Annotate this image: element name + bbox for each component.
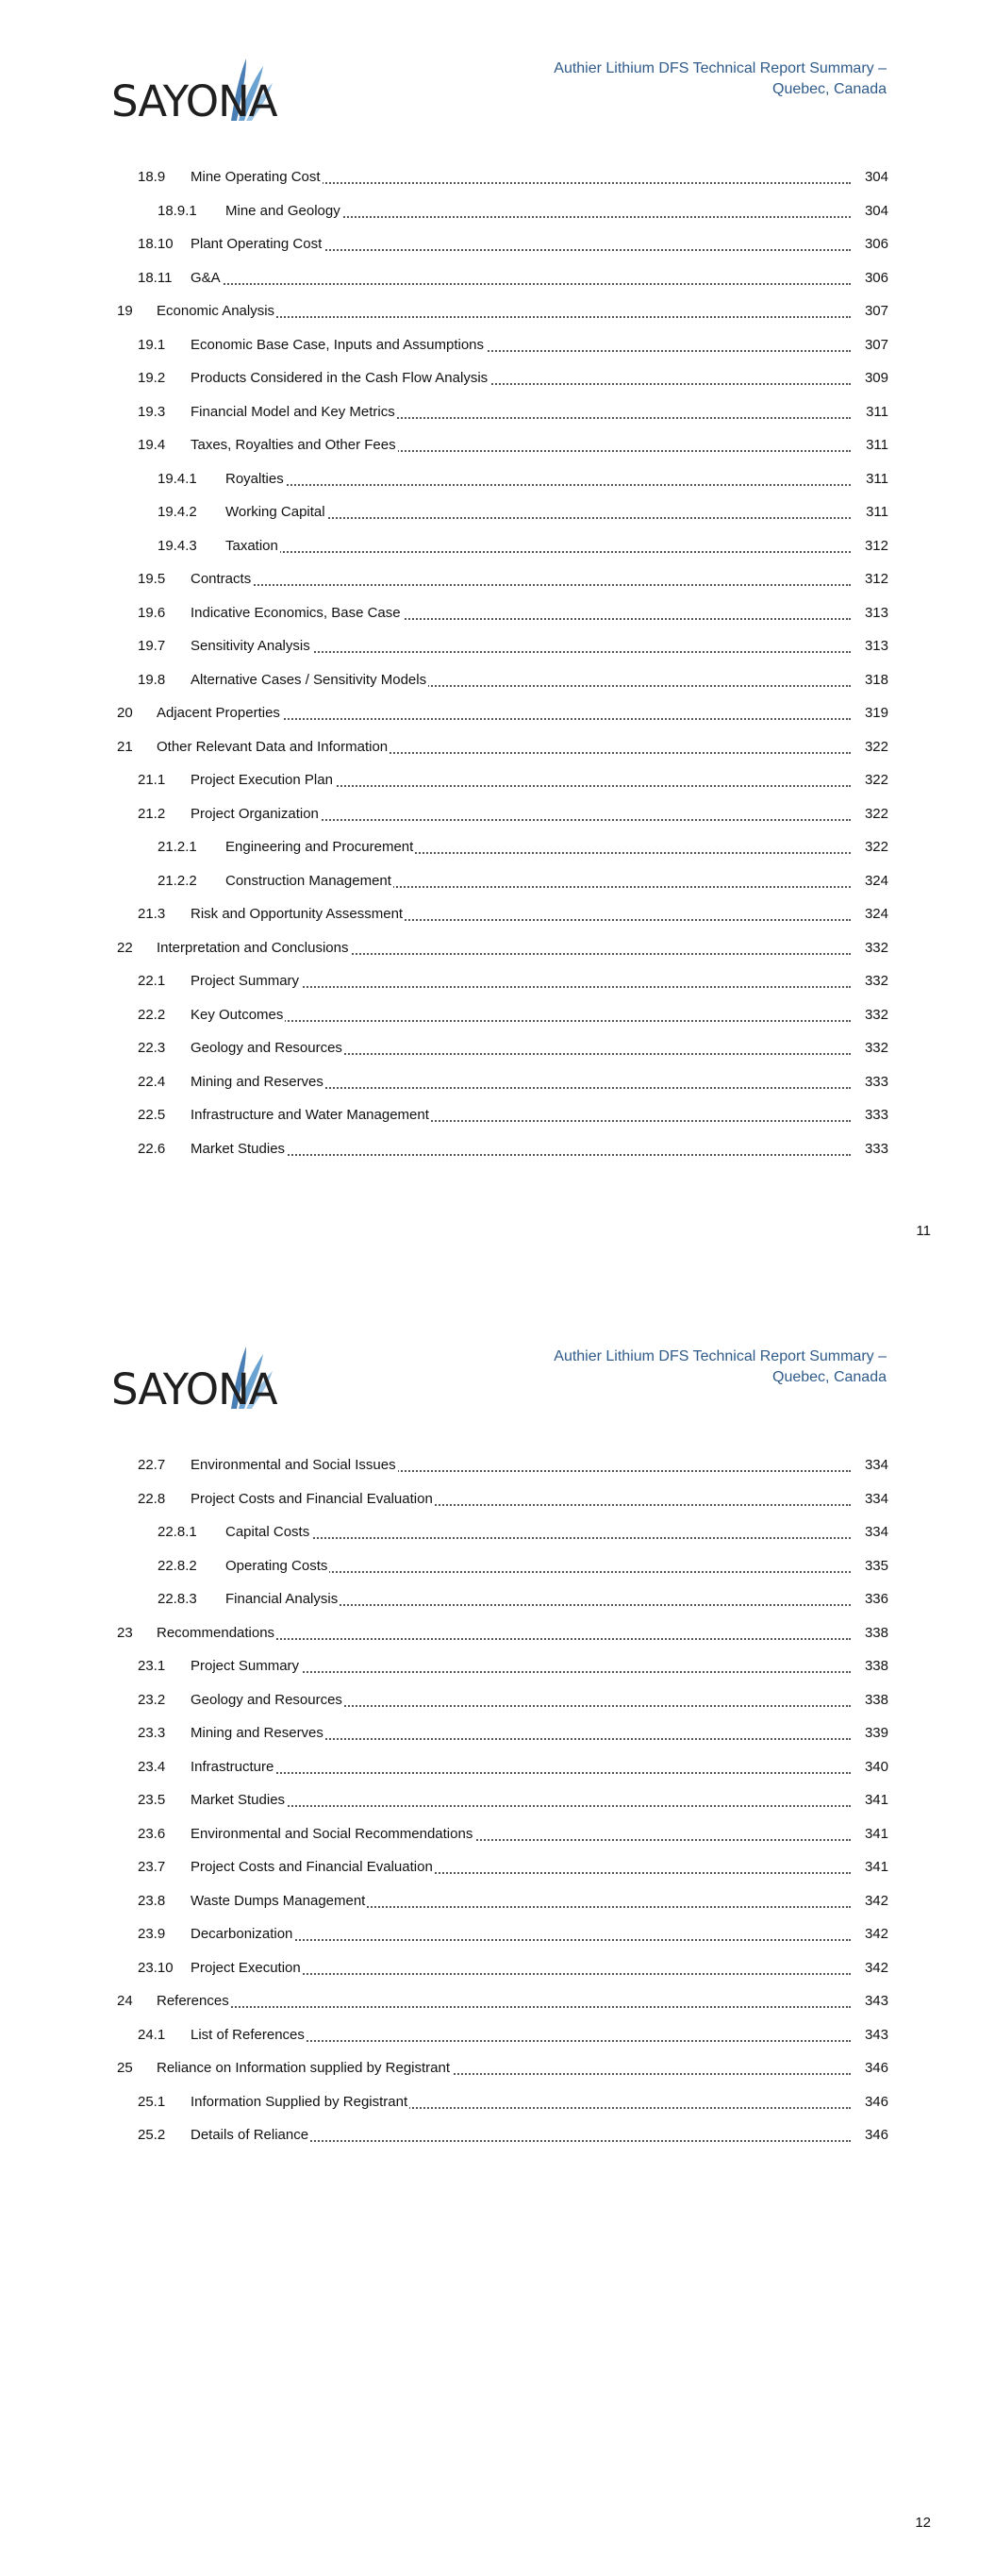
toc-entry[interactable] [117,998,888,1032]
toc-entry-number: 21.2.2 [158,872,197,889]
toc-entry-title: Market Studies [191,1140,286,1157]
toc-entry-title: Working Capital [225,504,325,520]
toc-entry-title: References [157,1993,229,2009]
toc-entry-title: Recommendations [157,1624,275,1641]
toc-entry-number: 18.9 [138,169,166,185]
toc-entry-title: Alternative Cases / Sensitivity Models [191,671,427,688]
toc-entry-title: Infrastructure [191,1758,274,1775]
toc-entry-title-leader [191,261,851,295]
toc-entry-title-leader [191,797,851,831]
toc-entry-title: Interpretation and Conclusions [157,939,349,956]
toc-entry-number: 19.7 [138,638,166,654]
toc-entry-page: 312 [864,537,888,554]
toc-entry[interactable] [117,2051,888,2085]
toc-entry-number: 19.4.1 [158,470,197,487]
toc-entry-title-leader [225,1582,851,1616]
toc-entry-page: 341 [864,1859,888,1875]
toc-entry-title: Engineering and Procurement [225,839,414,855]
toc-entry-title-leader [225,529,851,563]
toc-entry-number: 22.4 [138,1073,166,1090]
toc-entry-number: 22.7 [138,1457,166,1473]
toc-entry-title: Project Costs and Financial Evaluation [191,1490,433,1507]
sayona-logo [111,55,277,126]
toc-entry-number: 18.11 [138,269,173,286]
toc-entry-title-leader [191,1917,851,1951]
toc-entry-title: Risk and Opportunity Assessment [191,906,404,922]
toc-entry-page: 322 [864,839,888,855]
toc-entry-page: 338 [864,1691,888,1708]
toc-entry-title-leader [225,462,851,496]
toc-entry[interactable] [117,1448,888,1482]
toc-entry-title: Environmental and Social Issues [191,1457,396,1473]
toc-entry-number: 20 [117,705,133,721]
toc-entry-title-leader [191,763,851,797]
toc-entry-number: 23.9 [138,1926,166,1942]
toc-entry-title: Geology and Resources [191,1040,342,1056]
toc-entry-number: 19.8 [138,671,166,688]
toc-entry-page: 311 [866,437,888,453]
toc-entry-title-leader [191,1716,851,1750]
report-header [396,1347,887,1388]
toc-entry[interactable] [117,194,888,228]
toc-entry-page: 311 [866,470,888,487]
toc-entry-page: 309 [864,370,888,386]
toc-entry-page: 342 [864,1926,888,1942]
toc-entry-page: 312 [864,571,888,587]
toc-entry[interactable] [117,797,888,831]
toc-entry-title: Other Relevant Data and Information [157,738,389,755]
toc-entry-title: Infrastructure and Water Management [191,1107,429,1123]
toc-entry[interactable] [117,897,888,931]
toc-entry-title: Contracts [191,571,252,587]
toc-entry-title-leader [157,1984,851,2018]
report-header [396,59,887,100]
toc-entry-title-leader [225,194,851,228]
toc-entry-number: 23.7 [138,1859,166,1875]
toc-entry-title-leader [157,2051,851,2085]
toc-entry-title: Financial Analysis [225,1591,339,1607]
toc-entry-number: 18.10 [138,236,174,252]
toc-entry-number: 21 [117,738,133,755]
toc-entry-title: Mine and Geology [225,202,340,219]
toc-entry-title-leader [225,830,851,864]
toc-entry-title-leader [191,2118,851,2152]
toc-entry-title: Royalties [225,470,284,487]
toc-entry[interactable] [117,1098,888,1132]
toc-entry-title: Plant Operating Cost [191,236,323,252]
toc-entry-title: Project Execution [191,1959,301,1976]
toc-entry[interactable] [117,428,888,462]
toc-entry-title: Decarbonization [191,1926,293,1942]
toc-entry-title: Economic Analysis [157,303,275,319]
toc-entry-title: Economic Base Case, Inputs and Assumptions [191,336,485,353]
toc-entry-title-leader [191,1132,851,1166]
toc-entry-page: 307 [864,336,888,353]
report-title-line2: Quebec, Canada [772,1369,887,1385]
toc-entry-page: 343 [864,1993,888,2009]
toc-entry-page: 343 [864,2026,888,2043]
toc-entry-title-leader [191,1817,851,1851]
toc-entry-page: 342 [864,1892,888,1909]
toc-entry-title: Details of Reliance [191,2127,309,2143]
toc-entry-title: Mining and Reserves [191,1073,323,1090]
toc-entry-page: 333 [864,1107,888,1123]
toc-entry-page: 341 [864,1825,888,1842]
toc-entry[interactable] [117,2085,888,2119]
toc-entry-page: 334 [864,1524,888,1540]
report-title-line2: Quebec, Canada [772,81,887,97]
toc-entry-title: Project Summary [191,1658,300,1674]
toc-entry-title-leader [191,1783,851,1817]
toc-entry-page: 324 [864,872,888,889]
toc-entry-number: 22.6 [138,1140,166,1157]
toc-entry-page: 346 [864,2093,888,2110]
toc-entry-number: 23.6 [138,1825,166,1842]
toc-entry-page: 332 [864,939,888,956]
report-title-line1: Authier Lithium DFS Technical Report Summary – [554,60,887,76]
toc-entry[interactable] [117,596,888,630]
toc-entry-number: 23.2 [138,1691,166,1708]
toc-entry[interactable] [117,1917,888,1951]
toc-entry[interactable] [117,1649,888,1683]
toc-entry-number: 25.2 [138,2127,166,2143]
toc-entry[interactable] [117,562,888,596]
toc-entry-title-leader [225,495,851,529]
toc-entry-title-leader [225,1515,851,1549]
toc-entry-number: 19.4 [138,437,166,453]
toc-entry-title: Environmental and Social Recommendations [191,1825,473,1842]
table-of-contents [117,1448,888,2152]
toc-entry-title-leader [191,629,851,663]
toc-entry[interactable] [117,1884,888,1918]
toc-entry[interactable] [117,361,888,395]
toc-entry-number: 22.8.3 [158,1591,197,1607]
toc-entry-number: 22.8.2 [158,1557,197,1574]
toc-entry-title-leader [191,897,851,931]
page-number: 12 [915,2515,931,2531]
toc-entry-title-leader [157,696,851,730]
toc-entry[interactable] [117,529,888,563]
toc-entry-number: 23.1 [138,1658,166,1674]
toc-entry-title-leader [191,663,851,697]
toc-entry-page: 304 [864,169,888,185]
toc-entry-title: Waste Dumps Management [191,1892,366,1909]
toc-entry-page: 333 [864,1073,888,1090]
toc-entry[interactable] [117,1482,888,1516]
toc-entry-title-leader [191,160,851,194]
toc-entry-page: 339 [864,1725,888,1741]
toc-entry-page: 313 [864,604,888,621]
toc-entry-title: Market Studies [191,1792,286,1808]
toc-entry-number: 21.3 [138,906,166,922]
toc-entry-title-leader [191,428,851,462]
toc-entry-title: Sensitivity Analysis [191,638,310,654]
toc-entry[interactable] [117,1031,888,1065]
toc-entry-number: 18.9.1 [158,202,197,219]
toc-entry-number: 21.1 [138,772,166,788]
toc-entry[interactable] [117,1750,888,1784]
toc-entry-page: 338 [864,1658,888,1674]
toc-entry-number: 23.8 [138,1892,166,1909]
toc-entry-page: 340 [864,1758,888,1775]
toc-entry-title-leader [157,931,851,965]
toc-entry[interactable] [117,294,888,328]
document-page [0,1288,995,2576]
toc-entry-page: 311 [866,504,888,520]
toc-entry-number: 19.4.2 [158,504,197,520]
toc-entry-title: Adjacent Properties [157,705,280,721]
toc-entry-title: Project Costs and Financial Evaluation [191,1859,433,1875]
toc-entry-page: 311 [866,403,888,420]
toc-entry-title: Reliance on Information supplied by Registrant [157,2060,451,2076]
toc-entry-number: 22 [117,939,133,956]
toc-entry-title-leader [191,998,851,1032]
toc-entry-number: 22.2 [138,1006,166,1023]
toc-entry-title-leader [191,1850,851,1884]
toc-entry[interactable] [117,2018,888,2052]
toc-entry[interactable] [117,1582,888,1616]
toc-entry-title-leader [191,596,851,630]
toc-entry-title-leader [191,1750,851,1784]
toc-entry-page: 335 [864,1557,888,1574]
toc-entry-page: 313 [864,638,888,654]
toc-entry-title-leader [225,1549,851,1583]
toc-entry-page: 322 [864,738,888,755]
toc-entry-title: Taxes, Royalties and Other Fees [191,437,396,453]
toc-entry-page: 346 [864,2060,888,2076]
toc-entry-title: Project Summary [191,973,300,989]
toc-entry[interactable] [117,1132,888,1166]
toc-entry-title-leader [191,1683,851,1717]
sayona-logo [111,1343,277,1414]
toc-entry[interactable] [117,830,888,864]
toc-entry[interactable] [117,964,888,998]
toc-entry-page: 307 [864,303,888,319]
logo-wordmark: SAYONA [111,76,277,126]
toc-entry-number: 19.5 [138,571,166,587]
toc-entry[interactable] [117,395,888,429]
toc-entry[interactable] [117,160,888,194]
toc-entry-page: 322 [864,805,888,822]
toc-entry-title: Capital Costs [225,1524,310,1540]
toc-entry-page: 306 [864,269,888,286]
toc-entry-title-leader [191,1065,851,1099]
toc-entry-number: 21.2.1 [158,839,197,855]
toc-entry-title-leader [157,294,851,328]
toc-entry-title: Information Supplied by Registrant [191,2093,408,2110]
toc-entry-page: 318 [864,671,888,688]
toc-entry-number: 19.6 [138,604,166,621]
toc-entry[interactable] [117,663,888,697]
toc-entry[interactable] [117,696,888,730]
toc-entry-page: 346 [864,2127,888,2143]
toc-entry[interactable] [117,629,888,663]
toc-entry[interactable] [117,261,888,295]
toc-entry-title-leader [191,2018,851,2052]
toc-entry[interactable] [117,462,888,496]
toc-entry-title-leader [191,2085,851,2119]
toc-entry-title-leader [157,1616,851,1650]
toc-entry-number: 22.8.1 [158,1524,197,1540]
toc-entry[interactable] [117,1515,888,1549]
toc-entry[interactable] [117,1616,888,1650]
toc-entry-number: 19 [117,303,133,319]
toc-entry-title: Indicative Economics, Base Case [191,604,401,621]
toc-entry-number: 23 [117,1624,133,1641]
toc-entry-title: Financial Model and Key Metrics [191,403,395,420]
toc-entry-number: 23.5 [138,1792,166,1808]
toc-entry-page: 324 [864,906,888,922]
toc-entry-page: 334 [864,1457,888,1473]
toc-entry-title: G&A [191,269,221,286]
toc-entry-page: 332 [864,1006,888,1023]
toc-entry-title-leader [191,1031,851,1065]
toc-entry-page: 304 [864,202,888,219]
toc-entry-page: 332 [864,1040,888,1056]
toc-entry-title: Mining and Reserves [191,1725,323,1741]
toc-entry-title-leader [157,730,851,764]
toc-entry-title: Mine Operating Cost [191,169,321,185]
toc-entry[interactable] [117,864,888,898]
toc-entry-title-leader [191,1448,851,1482]
toc-entry[interactable] [117,227,888,261]
toc-entry-title-leader [191,1951,851,1985]
toc-entry[interactable] [117,730,888,764]
toc-entry-page: 332 [864,973,888,989]
toc-entry-number: 22.3 [138,1040,166,1056]
table-of-contents [117,160,888,1165]
toc-entry-title-leader [191,328,851,362]
toc-entry-title: Project Organization [191,805,319,822]
toc-entry[interactable] [117,1716,888,1750]
toc-entry-title: Geology and Resources [191,1691,342,1708]
toc-entry[interactable] [117,495,888,529]
toc-entry-number: 22.5 [138,1107,166,1123]
page-number: 11 [916,1223,931,1239]
toc-entry[interactable] [117,1817,888,1851]
logo-wordmark: SAYONA [111,1364,277,1414]
toc-entry-title-leader [191,1098,851,1132]
toc-entry[interactable] [117,763,888,797]
toc-entry-title-leader [225,864,851,898]
toc-entry-title-leader [191,1884,851,1918]
toc-entry-page: 333 [864,1140,888,1157]
toc-entry[interactable] [117,1984,888,2018]
report-title-line1: Authier Lithium DFS Technical Report Summary – [554,1348,887,1364]
toc-entry-title-leader [191,562,851,596]
toc-entry[interactable] [117,931,888,965]
toc-entry-title: Project Execution Plan [191,772,333,788]
toc-entry-number: 25.1 [138,2093,166,2110]
toc-entry-number: 19.1 [138,336,166,353]
toc-entry-page: 341 [864,1792,888,1808]
toc-entry-title: Construction Management [225,872,391,889]
toc-entry-number: 24 [117,1993,133,2009]
toc-entry-number: 19.2 [138,370,166,386]
toc-entry-page: 334 [864,1490,888,1507]
toc-entry-title: Products Considered in the Cash Flow Analysis [191,370,489,386]
toc-entry-title-leader [191,361,851,395]
toc-entry-title-leader [191,964,851,998]
toc-entry-title-leader [191,227,851,261]
toc-entry-title: List of References [191,2026,305,2043]
toc-entry-number: 23.3 [138,1725,166,1741]
toc-entry-title: Taxation [225,537,278,554]
toc-entry-number: 22.8 [138,1490,166,1507]
toc-entry-page: 306 [864,236,888,252]
toc-entry[interactable] [117,328,888,362]
toc-entry-number: 19.3 [138,403,166,420]
toc-entry-number: 19.4.3 [158,537,197,554]
toc-entry-page: 336 [864,1591,888,1607]
toc-entry-number: 22.1 [138,973,166,989]
toc-entry-title: Operating Costs [225,1557,328,1574]
toc-entry-title-leader [191,1649,851,1683]
toc-entry-page: 342 [864,1959,888,1976]
toc-entry-number: 21.2 [138,805,166,822]
toc-entry-number: 23.4 [138,1758,166,1775]
toc-entry-number: 24.1 [138,2026,166,2043]
toc-entry-title-leader [191,395,851,429]
toc-entry-title: Key Outcomes [191,1006,284,1023]
toc-entry-number: 25 [117,2060,133,2076]
toc-entry-number: 23.10 [138,1959,174,1976]
toc-entry-page: 338 [864,1624,888,1641]
toc-entry[interactable] [117,1783,888,1817]
toc-entry-page: 319 [864,705,888,721]
toc-entry[interactable] [117,1951,888,1985]
toc-entry-page: 322 [864,772,888,788]
toc-entry-title-leader [191,1482,851,1516]
toc-entry[interactable] [117,1850,888,1884]
toc-entry[interactable] [117,1683,888,1717]
toc-entry[interactable] [117,1065,888,1099]
toc-entry[interactable] [117,2118,888,2152]
toc-entry[interactable] [117,1549,888,1583]
